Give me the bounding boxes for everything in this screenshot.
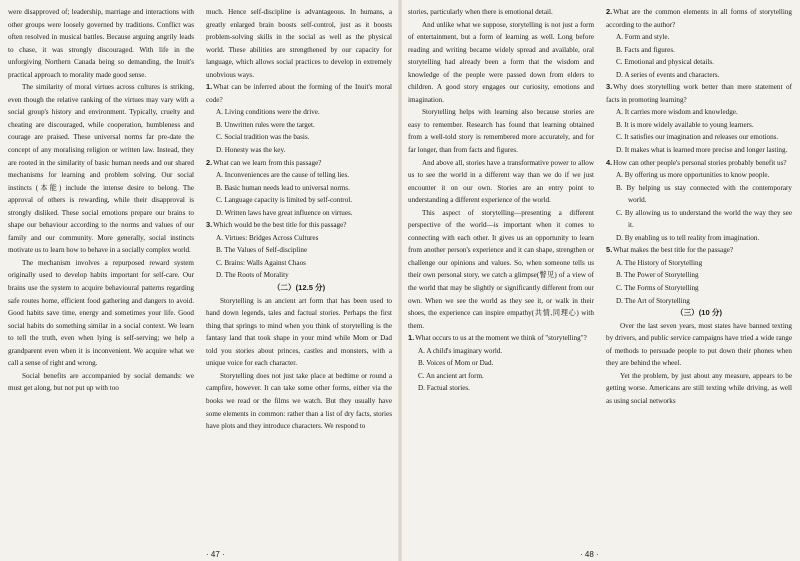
paragraph: Storytelling is an ancient art form that has been used to hand down legends, tales and factual stories. Perhaps the first thing that springs to mind when you think of storytelling is the fantasy land that took shape in your mind while Mom or Dad told you stories about princes, castles and monsters, with a unique voice for each character. xyxy=(206,296,392,368)
option: B. The Power of Storytelling xyxy=(616,271,699,280)
paragraph: Storytelling helps with learning also because stories are easy to remember. Research has found that learning obtained from a well-told story is remembered more accurately, and for far longer, than from facts and figures. xyxy=(408,108,594,155)
page-number: · 47 · xyxy=(206,550,225,559)
paragraph: Social benefits are accompanied by social demands: we must get along, but not put up with too xyxy=(8,371,194,393)
paragraph: Storytelling does not just take place at bedtime or round a campfire, however. It can take some other forms, either via the books we read or the films we watch. But they usually have some elements in common: rather than a list of dry facts, stories have plots and they introduce characters. We respond to xyxy=(206,371,392,431)
right-column-2 xyxy=(606,6,792,408)
question-4 xyxy=(606,157,792,245)
question-3 xyxy=(206,219,392,282)
right-page xyxy=(400,0,800,561)
paragraph: And above all, stories have a transformative power to allow us to see the world in a different way than we do if we just encounter it on our own. Stories are an entry point to understanding a different experience of the world. xyxy=(408,158,594,205)
option: B. Basic human needs lead to universal norms. xyxy=(216,183,350,192)
paragraph: The mechanism involves a repurposed reward system originally used to develop habits important for self-care. Our brains use the system to acquire behavioural patterns regarding safe routes home, efficient food gathering and dangers to avoid. Good habits save time, energy and sometimes your life. Good social habits do something similar in a social context. We learn to tell the truth, even when lying is self-serving; we help a grandparent even when it is inconvenient. We acquire what we call a sense of right and wrong. xyxy=(8,258,194,368)
question-number: 1. xyxy=(206,82,213,92)
paragraph: This aspect of storytelling—presenting a different perspective of the world—is important when it comes to connecting with each other. It gives us an opportunity to learn from another person's experience and it can shape, strengthen or challenge our opinions and values. So, when someone tells us their own personal story, we catch a glimpse(瞥见) of a view of the world that may be slightly or significantly different from our own. When we see the world as they see it, or walk in their shoes, the experience can inspire empathy(共情,同理心) with them. xyxy=(408,208,594,330)
option: C. An ancient art form. xyxy=(418,371,484,380)
paragraph: stories, particularly when there is emotional detail. xyxy=(408,8,553,16)
option: D. A series of events and characters. xyxy=(616,70,720,79)
question-1 xyxy=(206,81,392,156)
question-stem: What occurs to us at the moment we think of "storytelling"? xyxy=(415,334,587,343)
question-3 xyxy=(606,81,792,156)
option: D. Honesty was the key. xyxy=(216,146,286,155)
option: C. The Forms of Storytelling xyxy=(616,284,699,293)
option: D. It makes what is learned more precise and longer lasting. xyxy=(616,146,788,155)
option: D. The Art of Storytelling xyxy=(616,296,690,305)
option: C. Language capacity is limited by self-control. xyxy=(216,196,353,205)
option: D. Factual stories. xyxy=(418,384,470,393)
paragraph: much. Hence self-discipline is advantageous. In humans, a greatly enlarged brain boosts self-control, just as it boosts problem-solving skills in the social as well as the physical world. These abilities are strengthened by our capacity for language, which allows social practices to develop in extremely unobvious ways. xyxy=(206,8,392,79)
option: A. Inconveniences are the cause of telling lies. xyxy=(216,171,350,180)
question-stem: What are the common elements in all forms of storytelling according to the author? xyxy=(606,8,792,29)
question-1 xyxy=(408,332,594,395)
question-number: 2. xyxy=(206,157,213,167)
option: A. Living conditions were the drive. xyxy=(216,108,320,117)
paragraph: were disapproved of; leadership, marriage and interactions with other groups were loosely governed by traditions. Conflict was often resolved in musical battles. Because arguing angrily leads to chase, it was strongly discouraged. With life in the unforgiving Northern Canada being so demanding, the Inuit's practical approach to morality made good sense. xyxy=(8,8,194,79)
question-number: 3. xyxy=(206,220,213,230)
option: A. Form and style. xyxy=(616,33,670,42)
option: A. It carries more wisdom and knowledge. xyxy=(616,108,738,117)
option: A. By offering us more opportunities to know people. xyxy=(616,171,770,180)
question-stem: What can be inferred about the forming of the Inuit's moral code? xyxy=(206,83,392,104)
question-number: 1. xyxy=(408,333,415,343)
question-number: 5. xyxy=(606,245,613,255)
option: A. Virtues: Bridges Across Cultures xyxy=(216,233,319,242)
paragraph: Over the last seven years, most states have banned texting by drivers, and public service campaigns have tried a wide range of methods to persuade people to put down their phones when they are behind the wheel. xyxy=(606,321,792,368)
option: B. Voices of Mom or Dad. xyxy=(418,359,494,368)
option: B. By helping us stay connected with the contemporary world. xyxy=(616,183,792,205)
question-number: 3. xyxy=(606,82,613,92)
option: D. By enabling us to tell reality from imagination. xyxy=(616,233,760,242)
option: B. The Values of Self-discipline xyxy=(216,246,308,255)
right-column-1 xyxy=(408,6,594,395)
option: C. It satisfies our imagination and releases our emotions. xyxy=(616,133,779,142)
option: B. Facts and figures. xyxy=(616,45,675,54)
question-5 xyxy=(606,244,792,307)
paragraph: The similarity of moral virtues across cultures is striking, even though the relative ranking of the virtues may vary with a social group's history and environment. Typically, cruelty and cheating are discouraged, while cooperation, humbleness and courage are praised. These universal norms far pre-date the concept of any moralising religion or written law. Instead, they are rooted in the similarity of basic human needs and our shared mechanisms for learning and problem solving. Our social instincts (本能) include the intense desire to belong. The approval of others is rewarding, while their disapproval is strongly disliked. These social emotions prepare our brains to shape our behaviour according to the norms and values of our family and our community. More generally, social instincts motivate us to learn how to behave in a socially complex world. xyxy=(8,83,194,255)
question-stem: What can we learn from this passage? xyxy=(213,158,322,167)
question-stem: How can other people's personal stories probably benefit us? xyxy=(613,158,787,167)
option: D. The Roots of Morality xyxy=(216,271,289,280)
section-heading: （二）(12.5 分) xyxy=(272,283,326,293)
paragraph: Yet the problem, by just about any measure, appears to be getting worse. Americans are still texting while driving, as well as using social networks xyxy=(606,371,792,405)
option: D. Written laws have great influence on virtues. xyxy=(216,208,353,217)
option: B. Unwritten rules were the target. xyxy=(216,120,315,129)
question-number: 4. xyxy=(606,157,613,167)
option: C. By allowing us to understand the world the way they see it. xyxy=(616,208,792,230)
left-column-1 xyxy=(8,6,194,395)
question-stem: What makes the best title for the passage? xyxy=(613,246,734,255)
question-2 xyxy=(606,6,792,81)
section-heading: （三）(10 分) xyxy=(676,308,722,318)
option: A. A child's imaginary world. xyxy=(418,346,503,355)
option: A. The History of Storytelling xyxy=(616,258,703,267)
option: C. Social tradition was the basis. xyxy=(216,133,310,142)
option: C. Emotional and physical details. xyxy=(616,58,714,67)
page-number: · 48 · xyxy=(580,550,599,559)
question-stem: Which would be the best title for this passage? xyxy=(213,221,347,230)
question-2 xyxy=(206,157,392,220)
paragraph: And unlike what we suppose, storytelling is not just a form of entertainment, but a form of learning as well. Long before reading and writing became widely spread and available, oral storytelling had already been a form that the wisdom and knowledge of the people were passed down from elders to children. A good story engages our curiosity, emotions and imagination. xyxy=(408,20,594,104)
question-stem: Why does storytelling work better than mere statement of facts in promoting learning? xyxy=(606,83,792,104)
question-number: 2. xyxy=(606,7,613,16)
option: C. Brains: Walls Against Chaos xyxy=(216,258,306,267)
left-column-2 xyxy=(206,6,392,433)
option: B. It is more widely available to young learners. xyxy=(616,120,754,129)
